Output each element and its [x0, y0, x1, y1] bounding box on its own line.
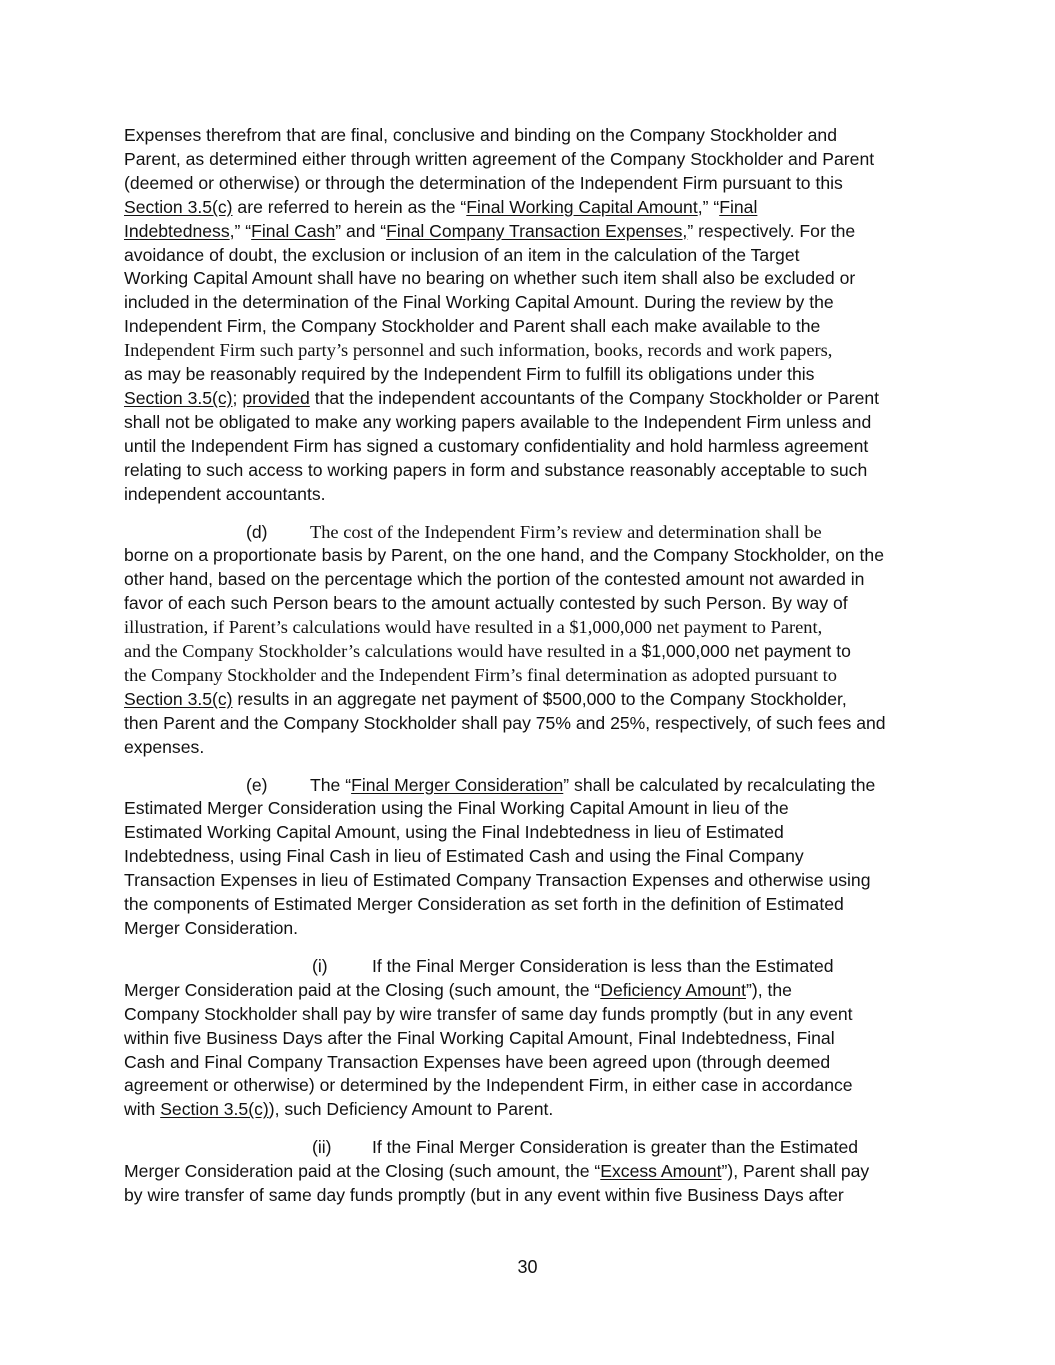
page-number: 30 [517, 1257, 538, 1277]
text-run: ” respectively. For the [687, 220, 856, 241]
text-line: included in the determination of the Final Working Capital Amount. During the review by the [124, 292, 834, 313]
text-line: Estimated Working Capital Amount, using the Final Indebtedness in lieu of Estimated [124, 822, 784, 843]
text-line [124, 640, 932, 664]
text-line: until the Independent Firm has signed a customary confidentiality and hold harmless agreement [124, 435, 869, 456]
text-line: by wire transfer of same day funds promptly (but in any event within five Business Days after [124, 1185, 844, 1206]
text-line: Merger Consideration. [124, 918, 299, 938]
text-line: avoidance of doubt, the exclusion or inclusion of an item in the calculation of the Target [124, 244, 800, 265]
defined-term: Final Company Transaction Expenses, [386, 220, 688, 241]
text-run: results in an aggregate net payment of $500,000 to the Company Stockholder, [232, 688, 847, 709]
defined-term: Final [719, 196, 758, 217]
defined-term: Deficiency Amount [600, 979, 746, 1000]
text-line: then Parent and the Company Stockholder shall pay 75% and 25%, respectively, of such fees and [124, 712, 886, 733]
paragraph-e [124, 774, 932, 941]
text-line: Indebtedness, using Final Cash in lieu of Estimated Cash and using the Final Company [124, 846, 804, 867]
text-line [124, 774, 932, 798]
text-line [124, 1136, 932, 1160]
text-line [124, 220, 932, 244]
text-line: Working Capital Amount shall have no bearing on whether such item shall also be excluded or [124, 268, 856, 289]
text-line: expenses. [124, 736, 205, 757]
text-run: The cost of the Independent Firm’s review and determination shall be [310, 521, 822, 542]
text-run: Merger Consideration paid at the Closing (such amount, the “ [124, 979, 601, 1000]
text-run: Merger Consideration paid at the Closing (such amount, the “ [124, 1161, 601, 1182]
text-run: The “ [310, 774, 352, 795]
defined-term: Final Cash [251, 220, 336, 241]
text-run: ” and “ [335, 220, 387, 241]
paragraph-continuation [124, 124, 932, 507]
text-line: Independent Firm such party’s personnel and such information, books, records and work papers, [124, 340, 833, 361]
text-line: Company Stockholder shall pay by wire transfer of same day funds promptly (but in any event [124, 1003, 853, 1024]
paragraph-i [124, 955, 932, 1122]
paragraph-label: (ii) [312, 1137, 332, 1158]
text-line: Estimated Merger Consideration using the Final Working Capital Amount in lieu of the [124, 798, 789, 819]
text-line [124, 387, 932, 411]
section-reference: Section 3.5(c) [124, 387, 233, 408]
paragraph-label: (d) [246, 521, 268, 542]
text-line [124, 979, 932, 1003]
section-reference: Section 3.5(c) [124, 196, 233, 217]
paragraph-label: (e) [246, 774, 268, 795]
text-run: ; [232, 387, 243, 408]
text-line [124, 955, 932, 979]
section-reference: Section 3.5(c) [124, 688, 233, 709]
defined-term: Indebtedness [124, 220, 230, 241]
section-reference: Section 3.5(c) [160, 1099, 269, 1120]
defined-term: Final Working Capital Amount [466, 196, 698, 217]
text-line: other hand, based on the percentage which the portion of the contested amount not awarded in [124, 569, 865, 590]
text-run: ,” “ [229, 220, 252, 241]
text-line [124, 688, 932, 712]
text-run: are referred to herein as the “ [232, 196, 467, 217]
text-line: within five Business Days after the Final Working Capital Amount, Final Indebtedness, Final [124, 1027, 835, 1048]
text-line: Cash and Final Company Transaction Expenses have been agreed upon (through deemed [124, 1051, 831, 1072]
text-line: as may be reasonably required by the Independent Firm to fulfill its obligations under this [124, 364, 815, 385]
text-run: If the Final Merger Consideration is less than the Estimated [372, 955, 834, 976]
text-run: and the Company Stockholder’s calculations would have resulted in a [124, 641, 642, 662]
document-page [124, 124, 932, 1208]
text-line: Parent, as determined either through written agreement of the Company Stockholder and Parent [124, 148, 875, 169]
text-line: Expenses therefrom that are final, conclusive and binding on the Company Stockholder and [124, 125, 837, 145]
text-run: with [124, 1099, 161, 1120]
text-line: independent accountants. [124, 483, 326, 504]
text-line [124, 1160, 932, 1184]
text-run: If the Final Merger Consideration is greater than the Estimated [372, 1137, 859, 1158]
defined-term: Excess Amount [600, 1161, 722, 1182]
text-line [124, 521, 932, 545]
defined-term: Final Merger Consideration [351, 774, 564, 795]
text-run: ), such Deficiency Amount to Parent. [268, 1099, 554, 1120]
text-line: borne on a proportionate basis by Parent, on the one hand, and the Company Stockholder, on the [124, 545, 884, 566]
text-line: agreement or otherwise) or determined by the Independent Firm, in either case in accordance [124, 1075, 853, 1096]
provided-term: provided [242, 387, 310, 408]
text-line: favor of each such Person bears to the amount actually contested by such Person. By way of [124, 593, 848, 614]
text-run: ”), Parent shall pay [721, 1161, 870, 1182]
text-line: Independent Firm, the Company Stockholder and Parent shall each make available to the [124, 316, 821, 337]
text-line: shall not be obligated to make any working papers available to the Independent Firm unless and [124, 411, 872, 432]
text-run: that the independent accountants of the Company Stockholder or Parent [309, 387, 880, 408]
text-run: ” shall be calculated by recalculating the [563, 774, 876, 795]
text-line: the Company Stockholder and the Independent Firm’s final determination as adopted pursuant to [124, 664, 837, 685]
text-run: $1,000,000 net payment to [641, 641, 851, 662]
text-line [124, 196, 932, 220]
text-line: the components of Estimated Merger Consideration as set forth in the definition of Estimated [124, 894, 844, 915]
text-line: relating to such access to working papers in form and substance reasonably acceptable to such [124, 459, 868, 480]
paragraph-label: (i) [312, 955, 328, 976]
text-run: ,” “ [697, 196, 720, 217]
paragraph-ii [124, 1136, 932, 1208]
text-line: Transaction Expenses in lieu of Estimated Company Transaction Expenses and otherwise using [124, 870, 871, 891]
text-line: (deemed or otherwise) or through the determination of the Independent Firm pursuant to this [124, 172, 843, 193]
text-line: illustration, if Parent’s calculations would have resulted in a $1,000,000 net payment to Parent, [124, 617, 823, 638]
paragraph-d [124, 521, 932, 760]
text-run: ”), the [745, 979, 792, 1000]
text-line [124, 1098, 932, 1122]
